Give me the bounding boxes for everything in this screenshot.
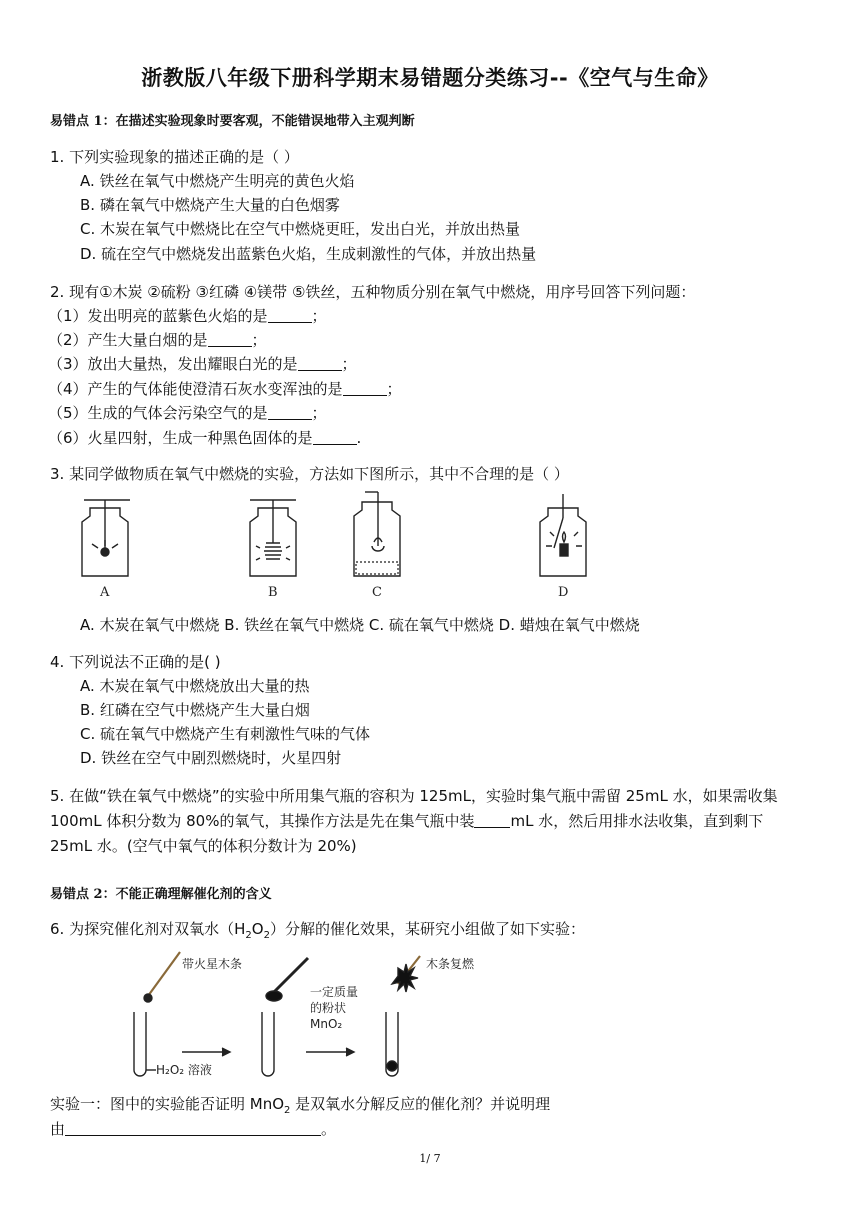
q3-options: A. 木炭在氧气中燃烧 B. 铁丝在氧气中燃烧 C. 硫在氧气中燃烧 D. 蜡烛在氧气中燃烧: [80, 616, 640, 634]
q6-stem-text: O: [251, 920, 264, 938]
q6-exp1-text: 是双氧水分解反应的催化剂？并说明理: [290, 1095, 551, 1113]
q2-part-3: [48, 353, 357, 374]
fig-label-relight: 木条复燃: [426, 957, 475, 971]
q1-option-c: C. 木炭在氧气中燃烧比在空气中燃烧更旺，发出白光，并放出热量: [80, 220, 521, 238]
q2-part-2-text: （2）产生大量白烟的是: [48, 331, 208, 349]
punct: ；: [251, 331, 267, 349]
q6-exp1-line-2: [50, 1118, 336, 1139]
bottle-label-a: A: [100, 585, 110, 600]
page-title: 浙教版八年级下册科学期末易错题分类练习--《空气与生命》: [141, 66, 719, 90]
q5-line-2-text-b: mL 水，然后用排水法收集，直到剩下: [510, 812, 764, 830]
punct: ；: [311, 404, 327, 422]
punct: ；: [341, 355, 357, 373]
q1-option-b: B. 磷在氧气中燃烧产生大量的白色烟雾: [80, 196, 340, 214]
q2-part-5-text: （5）生成的气体会污染空气的是: [48, 404, 268, 422]
q4-option-c: C. 硫在氧气中燃烧产生有刺激性气味的气体: [80, 725, 371, 743]
q5-line-1: 5. 在做“铁在氧气中燃烧”的实验中所用集气瓶的容积为 125mL，实验时集气瓶中需留 25mL 水，如果需收集: [50, 787, 778, 805]
q2-part-5: [48, 402, 327, 423]
q4-option-b: B. 红磷在空气中燃烧产生大量白烟: [80, 701, 310, 719]
fig-label-powder: 的粉状: [310, 1001, 347, 1015]
q2-part-6: [48, 427, 361, 448]
q1-stem: 1. 下列实验现象的描述正确的是（ ）: [50, 148, 299, 166]
fig-label-glowing-splint: 带火星木条: [182, 957, 243, 971]
q2-part-3-text: （3）放出大量热，发出耀眼白光的是: [48, 355, 298, 373]
q4-option-d: D. 铁丝在空气中剧烈燃烧时，火星四射: [80, 749, 342, 767]
answer-blank[interactable]: [268, 405, 312, 420]
answer-blank[interactable]: [313, 430, 357, 445]
subscript: 2: [245, 930, 252, 941]
bottle-a-diagram: [82, 500, 130, 576]
bottle-label-c: C: [372, 585, 382, 600]
answer-blank[interactable]: [474, 813, 510, 828]
subscript: 2: [284, 1105, 291, 1116]
q1-option-d: D. 硫在空气中燃烧发出蓝紫色火焰，生成刺激性的气体，并放出热量: [80, 245, 537, 263]
q6-stem-text: ）分解的催化效果，某研究小组做了如下实验：: [269, 920, 585, 938]
bottle-c-diagram: [354, 492, 400, 576]
q2-part-1-text: （1）发出明亮的蓝紫色火焰的是: [48, 307, 268, 325]
bottle-d-diagram: [540, 494, 586, 576]
punct: ；: [386, 380, 402, 398]
test-tube-1: [134, 1012, 146, 1076]
page-number: 1/ 7: [419, 1152, 441, 1165]
fig-label-h2o2: H₂O₂ 溶液: [156, 1063, 212, 1077]
fig-label-mass: 一定质量: [310, 985, 359, 999]
q5-line-3: 25mL 水。(空气中氧气的体积分数计为 20%): [50, 837, 357, 855]
q6-exp1-text: 由: [50, 1120, 66, 1138]
q3-stem: 3. 某同学做物质在氧气中燃烧的实验，方法如下图所示，其中不合理的是（ ）: [50, 465, 569, 483]
punct: ；: [311, 307, 327, 325]
bottle-label-d: D: [558, 585, 569, 600]
q2-part-4: [48, 378, 402, 399]
q6-exp1-text: 实验一：图中的实验能否证明 MnO: [50, 1095, 285, 1113]
answer-blank[interactable]: [343, 381, 387, 396]
q2-part-6-text: （6）火星四射，生成一种黑色固体的是: [48, 429, 313, 447]
q6-stem-text: 6. 为探究催化剂对双氧水（H: [50, 920, 246, 938]
answer-blank[interactable]: [268, 308, 312, 323]
q2-stem: 2. 现有①木炭 ②硫粉 ③红磷 ④镁带 ⑤铁丝，五种物质分别在氧气中燃烧，用序号回答下列问题：: [50, 283, 696, 301]
q4-stem: 4. 下列说法不正确的是( ): [50, 653, 221, 671]
q6-figure: [120, 946, 500, 1082]
bottle-label-b: B: [268, 585, 278, 600]
answer-blank[interactable]: [298, 356, 342, 371]
q6-exp1-line-1: [50, 1093, 550, 1116]
q6-stem: [50, 918, 585, 941]
q2-part-2: [48, 329, 267, 350]
q5-line-2: [50, 810, 763, 831]
test-tube-2: [262, 1012, 274, 1076]
answer-blank[interactable]: [208, 332, 252, 347]
punct: 。: [321, 1120, 337, 1138]
section-heading-2: 易错点 2：不能正确理解催化剂的含义: [50, 887, 272, 902]
answer-blank[interactable]: [65, 1121, 321, 1136]
q1-option-a: A. 铁丝在氧气中燃烧产生明亮的黄色火焰: [80, 172, 355, 190]
section-heading-1: 易错点 1：在描述实验现象时要客观，不能错误地带入主观判断: [50, 114, 415, 129]
punct: .: [356, 429, 362, 447]
q2-part-4-text: （4）产生的气体能使澄清石灰水变浑浊的是: [48, 380, 343, 398]
subscript: 2: [263, 930, 270, 941]
q2-part-1: [48, 305, 327, 326]
bottle-b-diagram: [250, 500, 296, 576]
q3-figure: [60, 488, 600, 608]
fig-label-mno2: MnO₂: [310, 1017, 343, 1031]
q5-line-2-text-a: 100mL 体积分数为 80%的氧气，其操作方法是先在集气瓶中装: [50, 812, 475, 830]
q4-option-a: A. 木炭在氧气中燃烧放出大量的热: [80, 677, 310, 695]
